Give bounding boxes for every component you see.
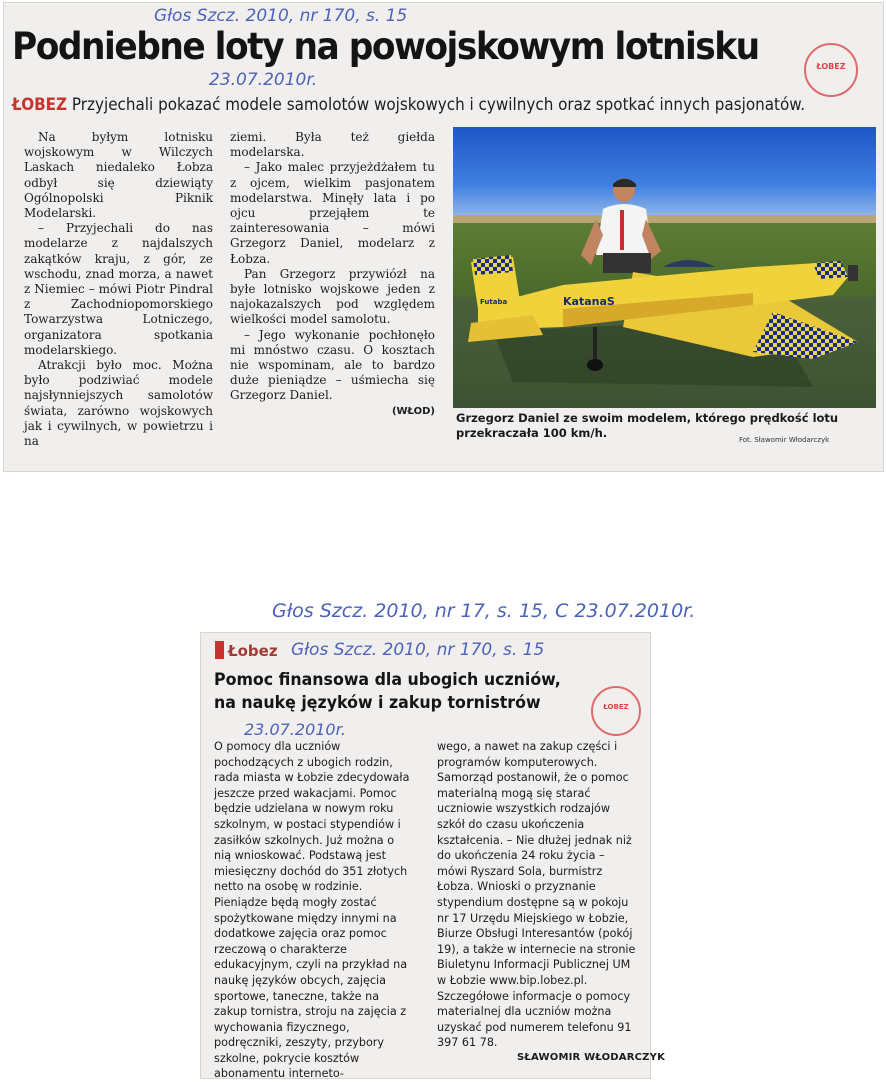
article-column-2 (230, 130, 435, 419)
author-signature-2: SŁAWOMIR WŁODARCZYK (517, 1052, 666, 1063)
clipping-airfield-article (3, 2, 884, 472)
article-photo (453, 127, 876, 408)
handwritten-date-2: 23.07.2010r. (244, 720, 346, 739)
headline-line: Pomoc finansowa dla ubogich uczniów, (214, 670, 561, 690)
library-stamp (804, 43, 858, 97)
article-headline-2 (214, 669, 561, 715)
handwritten-inline-note: Głos Szcz. 2010, nr 170, s. 15 (291, 640, 545, 660)
article-headline: Podniebne loty na powojskowym lotnisku (12, 25, 759, 68)
paragraph: – Przyjechali do nas modelarze z najdalszych zakątków kraju, z gór, ze wschodu, znad morza, a nawet z Niemiec – mówi Piotr Pindral z Zachodniopomorskiego Towarzystwa Lotniczego, organizatora spotkania modelarskiego. (24, 221, 213, 357)
library-stamp-2 (591, 686, 641, 736)
handwritten-source-note: Głos Szcz. 2010, nr 170, s. 15 (154, 6, 408, 26)
article-subheadline (12, 95, 805, 114)
headline-line: na naukę języków i zakup tornistrów (214, 693, 541, 713)
paragraph: ziemi. Była też giełda modelarska. (230, 130, 435, 160)
article2-column-1 (214, 739, 414, 1082)
photo-caption: Grzegorz Daniel ze swoim modelem, którego prędkość lotu przekraczała 100 km/h. (456, 411, 839, 440)
plane-label: KatanaS (563, 295, 615, 308)
article-column-1 (24, 130, 213, 449)
photo-credit: Fot. Sławomir Włodarczyk (739, 436, 830, 444)
paragraph: wego, a nawet na zakup części i programów komputerowych. Samorząd postanowił, że o pomoc materialną mogą się starać uczniowie wszystkich rodzajów szkół do czasu ukończenia kształcenia. – Nie dłużej jednak niż do ukończenia 24 roku życia – mówi Ryszard Sola, burmistrz Łobza. Wnioski o przyznanie stypendium dostępne są w pokoju nr 17 Urzędu Miejskiego w Łobzie, Biurze Obsługi Interesantów (pokój 19), a także w internecie na stronie Biuletynu Informacji Publicznej UM w Łobzie www.bip.lobez.pl. Szczegółowe informacje o pomocy materialnej dla uczniów można uzyskać pod numerem telefonu 91 397 61 78. (437, 740, 636, 1050)
section-label (215, 641, 278, 660)
paragraph: – Jego wykonanie pochłonęło mi mnóstwo czasu. O kosztach nie wspominam, ale to bardzo duże pieniądze – uśmiecha się Grzegorz Daniel. (230, 327, 435, 403)
subheadline-text: Przyjechali pokazać modele samolotów wojskowych i cywilnych oraz spotkać innych pasjonatów. (71, 95, 806, 114)
author-signature: (WŁOD) (391, 405, 435, 417)
handwritten-date: 23.07.2010r. (209, 70, 318, 90)
paragraph: O pomocy dla uczniów pochodzących z ubogich rodzin, rada miasta w Łobzie zdecydowała jeszcze przed wakacjami. Pomoc będzie udzielana w nowym roku szkolnym, w postaci stypendiów i zasiłków szkolnych. Już można o nią wnioskować. Podstawą jest miesięczny dochód do 351 złotych netto na osobę w rodzinie. Pieniądze będą mogły zostać spożytkowane między innymi na dodatkowe zajęcia oraz pomoc rzeczową o charakterze edukacyjnym, czyli na przykład na naukę języków obcych, zajęcia sportowe, taneczne, także na zakup tornistra, stroju na zajęcia z wychowania fizycznego, podręczniki, zeszyty, przybory szkolne, pokrycie kosztów abonamentu interneto- (214, 740, 410, 1081)
stamp-text: ŁOBEZ (816, 62, 846, 71)
paragraph: Atrakcji było moc. Można było podziwiać modele najsłynniejszych samolotów świata, zarówno wojskowych jak i cywilnych, w powietrzu i na (24, 358, 213, 449)
stamp-text: ŁOBEZ (603, 703, 629, 711)
paragraph: Pan Grzegorz przywiózł na byłe lotnisko wojskowe jeden z najokazalszych pod względem wielkości model samolotu. (230, 266, 435, 327)
paragraph: Na byłym lotnisku wojskowym w Wilczych Laskach niedaleko Łobza odbył się dziewiąty Ogólnopolski Piknik Modelarski. (24, 130, 213, 221)
tail-label: Futaba (480, 298, 508, 306)
paragraph: – Jako malec przyjeżdżałem tu z ojcem, wielkim pasjonatem modelarstwa. Minęły lata i po ojcu przejąłem te zainteresowania – mówi Grzegorz Daniel, modelarz z Łobza. (230, 160, 435, 266)
article2-column-2 (437, 739, 637, 1051)
section-marker (215, 641, 224, 659)
section-label-text: Łobez (228, 642, 278, 660)
handwritten-source-note-2: Głos Szcz. 2010, nr 17, s. 15, C 23.07.2010r. (272, 600, 696, 622)
photo-model-airplane (453, 127, 876, 408)
place-label: ŁOBEZ (12, 95, 68, 114)
